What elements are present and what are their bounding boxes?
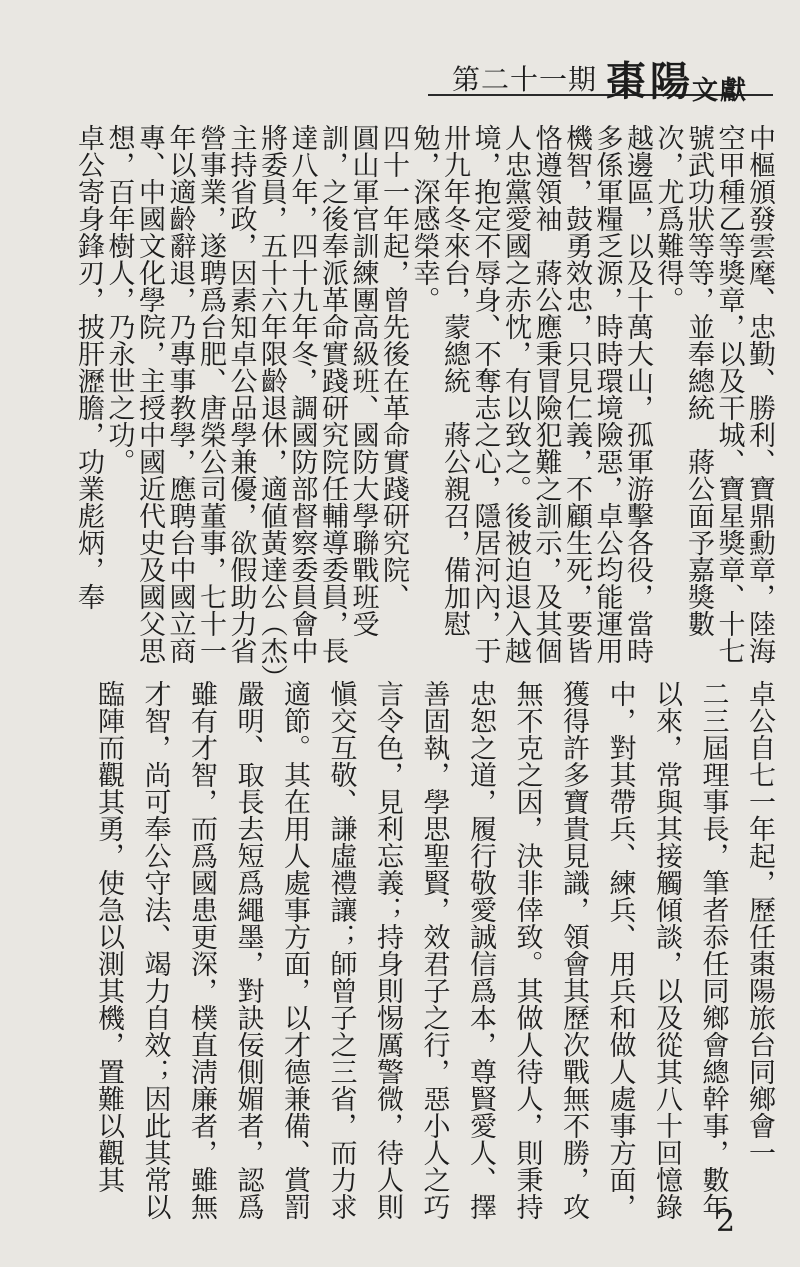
top-column: 主持省政，因素知卓公品學兼優，欲假助力省 (225, 124, 257, 664)
top-column: 次，尤爲難得。 (652, 124, 684, 313)
top-column: 卓公寄身鋒刃，披肝瀝膽，功業彪炳，奉 (73, 124, 104, 610)
issue-label: 第二十一期 (452, 63, 598, 96)
top-column: 越邊區，以及十萬大山，孤軍游擊各役，當時 (622, 124, 653, 664)
bottom-column: 嚴明、取長去短爲繩墨，對訣佞側媚者，認爲 (232, 680, 264, 1220)
top-column: 達八年，四十九年冬，調國防部督察委員會中 (286, 124, 318, 664)
bottom-column: 二三屆理事長，筆者忝任同鄉會總幹事，數年 (697, 680, 729, 1220)
top-column: 中樞頒發雲麾、忠勤、勝利、寶鼎勳章，陸海 (744, 124, 775, 664)
top-column: 空甲種乙等獎章，以及干城、寶星獎章、十七 (713, 124, 745, 664)
top-column: 恪遵領袖 蔣公應秉冒險犯難之訓示，及其個 (530, 124, 562, 664)
bottom-column: 言令色，見利忘義；持身則惕厲警微，待人則 (372, 680, 403, 1220)
publication-suffix: 文獻 (692, 76, 749, 106)
top-column: 將委員，五十六年限齡退休，適値黃達公（杰） (256, 124, 287, 691)
bottom-column: 以來，常與其接觸傾談，以及從其八十回憶錄 (651, 680, 682, 1220)
bottom-column: 雖有才智，而爲國患更深，樸直淸廉者，雖無 (186, 680, 217, 1220)
top-column: 多係軍糧乏源，時時環境險惡，卓公均能運用 (591, 124, 623, 664)
bottom-column: 忠恕之道，履行敬愛誠信爲本，尊賢愛人、擇 (465, 680, 496, 1220)
page-number: 2 (716, 1204, 736, 1239)
bottom-column: 中，對其帶兵、練兵、用兵和做人處事方面， (604, 680, 636, 1220)
bottom-column: 愼交互敬、謙虛禮讓；師曾子之三省，而力求 (325, 680, 357, 1220)
bottom-column: 適節。其在用人處事方面，以才德兼備、賞罰 (279, 680, 310, 1220)
bottom-column: 無不克之因，決非倖致。其做人待人，則秉持 (511, 680, 543, 1220)
bottom-column: 臨陣而觀其勇，使急以測其機，置難以觀其 (93, 680, 124, 1193)
top-column: 號武功狀等等，並奉總統 蔣公面予嘉獎數 (683, 124, 714, 637)
top-column: 境，抱定不辱身、不奪志之心，隱居河內，于 (469, 124, 501, 664)
publication-logo: 棗陽 (606, 58, 694, 105)
top-column: 卅九年冬來台，蒙總統 蔣公親召，備加慰 (439, 124, 470, 637)
top-column: 營事業，遂聘爲台肥、唐榮公司董事，七十一 (195, 124, 226, 664)
top-column: 四十一年起，曾先後在革命實踐研究院、 (378, 124, 409, 610)
top-column: 人忠黨愛國之赤忱，有以致之。後被迫退入越 (500, 124, 531, 664)
top-column: 想，百年樹人，乃永世之功。 (103, 124, 135, 475)
bottom-column: 善固執，學思聖賢，效君子之行，惡小人之巧 (418, 680, 450, 1220)
top-column: 機智，鼓勇效忠，只見仁義，不顧生死，要皆 (561, 124, 592, 664)
bottom-column: 卓公自七一年起，歷任棗陽旅台同鄉會一 (744, 680, 775, 1166)
bottom-column: 獲得許多寶貴見識，領會其歷次戰無不勝，攻 (558, 680, 589, 1220)
bottom-column: 才智，尚可奉公守法、竭力自效；因此其常以 (139, 680, 171, 1220)
top-column: 年以適齡辭退，乃專事教學，應聘台中國立商 (164, 124, 196, 664)
top-column: 勉，深感榮幸。 (408, 124, 440, 313)
top-column: 訓，之後奉派革命實踐研究院任輔導委員，長 (317, 124, 348, 664)
top-column: 專、中國文化學院，主授中國近代史及國父思 (134, 124, 165, 664)
top-column: 圓山軍官訓練團高級班、國防大學聯戰班受 (347, 124, 379, 637)
